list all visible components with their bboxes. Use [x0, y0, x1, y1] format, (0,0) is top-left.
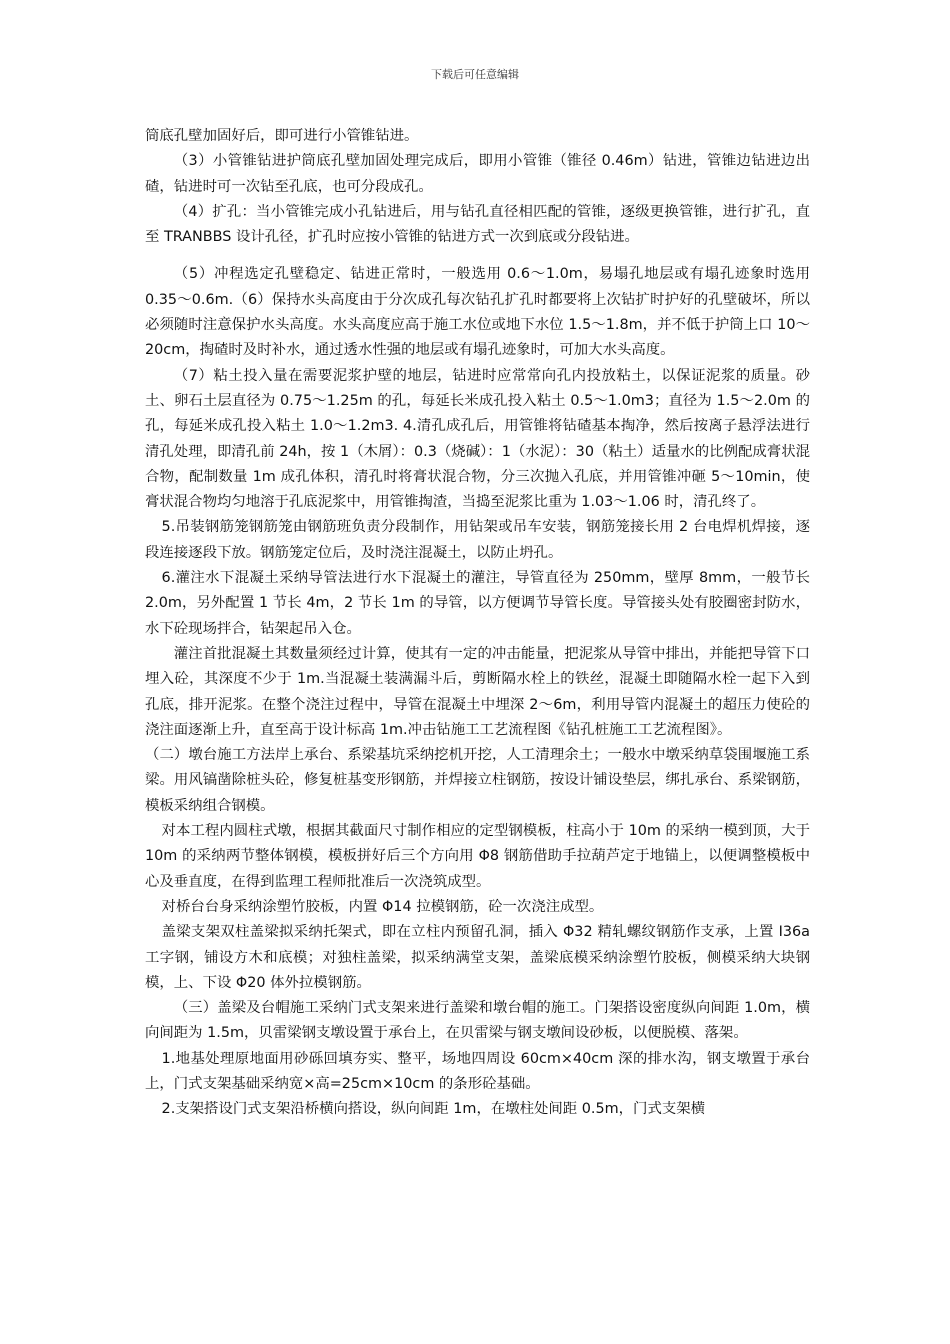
paragraph: （4）扩孔：当小管锥完成小孔钻进后，用与钻孔直径相匹配的管锥，逐级更换管锥，进行扩孔，直至 TRANBBS 设计孔径，扩孔时应按小管锥的钻进方式一次到底或分段钻进。	[145, 203, 810, 246]
document-body	[145, 124, 810, 1123]
paragraph: 筒底孔壁加固好后，即可进行小管锥钻进。	[145, 128, 419, 144]
paragraph: （二）墩台施工方法岸上承台、系梁基坑采纳挖机开挖，人工清理余土；一般水中墩采纳草袋围堰施工系梁。用风镐凿除桩头砼，修复桩基变形钢筋，并焊接立柱钢筋，按设计铺设垫层，绑扎承台、系梁钢筋，模板采纳组合钢模。	[145, 747, 810, 814]
paragraph: 6.灌注水下混凝土采纳导管法进行水下混凝土的灌注，导管直径为 250mm，壁厚 8mm，一般节长 2.0m，另外配置 1 节长 4m，2 节长 1m 的导管，以方便调节导管长度。导管接头处有胶圈密封防水，水下砼现场拌合，钻架起吊入仓。	[145, 570, 810, 637]
paragraph-gap	[145, 250, 810, 262]
paragraph: 灌注首批混凝土其数量须经过计算，使其有一定的冲击能量，把泥浆从导管中排出，并能把导管下口埋入砼，其深度不少于 1m.当混凝土装满漏斗后，剪断隔水栓上的铁丝，混凝土即随隔水栓一起下入到孔底，排开泥浆。在整个浇注过程中，导管在混凝土中埋深 2～6m，利用导管内混凝土的超压力使砼的浇注面逐渐上升，直至高于设计标高 1m.冲击钻施工工艺流程图《钻孔桩施工工艺流程图》。	[145, 645, 810, 738]
paragraph: 对本工程内圆柱式墩，根据其截面尺寸制作相应的定型钢模板，柱高小于 10m 的采纳一模到顶，大于 10m 的采纳两节整体钢模，模板拼好后三个方向用 Φ8 钢筋借助手拉葫芦定于地锚上，以便调整模板中心及垂直度，在得到监理工程师批准后一次浇筑成型。	[145, 823, 810, 890]
paragraph: 2.支架搭设门式支架沿桥横向搭设，纵向间距 1m，在墩柱处间距 0.5m，门式支架横	[161, 1101, 706, 1118]
paragraph: （3）小管锥钻进护筒底孔壁加固处理完成后，即用小管锥（锥径 0.46m）钻进，管锥边钻进边出碴，钻进时可一次钻至孔底，也可分段成孔。	[145, 153, 810, 195]
paragraph: 5.吊装钢筋笼钢筋笼由钢筋班负责分段制作，用钻架或吊车安装，钢筋笼接长用 2 台电焊机焊接，逐段连接逐段下放。钢筋笼定位后，及时浇注混凝土，以防止坍孔。	[145, 519, 810, 561]
paragraph: 1.地基处理原地面用砂砾回填夯实、整平，场地四周设 60cm×40cm 深的排水沟，钢支墩置于承台上，门式支架基础采纳宽×高=25cm×10cm 的条形砼基础。	[145, 1050, 810, 1092]
paragraph: （7）粘土投入量在需要泥浆护壁的地层，钻进时应常常向孔内投放粘土，以保证泥浆的质量。砂土、卵石土层直径为 0.75～1.25m 的孔，每延长米成孔投入粘土 0.5～1.0m3；直径为 1.5～2.0m 的孔，每延米成孔投入粘土 1.0～1.2m3. 4.清孔成孔后，用管锥将钻碴基本掏净，然后按离子悬浮法进行清孔处理，即清孔前 24h，按 1（木屑）：0.3（烧碱）：1（水泥）：30（粘土）适量水的比例配成膏状混合物，配制数量 1m 成孔体积，清孔时将膏状混合物，分三次抛入孔底，并用管锥冲砸 5～10min，使膏状混合物均匀地溶于孔底泥浆中，用管锥掏渣，当捣至泥浆比重为 1.03～1.06 时，清孔终了。	[145, 367, 810, 511]
paragraph: 对桥台台身采纳涂塑竹胶板，内置 Φ14 拉模钢筋，砼一次浇注成型。	[161, 898, 604, 915]
page-header-note: 下载后可任意编辑	[431, 68, 519, 81]
paragraph: （三）盖梁及台帽施工采纳门式支架来进行盖梁和墩台帽的施工。门架搭设密度纵向间距 1.0m，横向间距为 1.5m，贝雷梁钢支墩设置于承台上，在贝雷梁与钢支墩间设砂板，以便脱模、落架。	[145, 1000, 810, 1042]
paragraph: 盖梁支架双柱盖梁拟采纳托架式，即在立柱内预留孔洞，插入 Φ32 精轧螺纹钢筋作支承，上置 I36a 工字钢，铺设方木和底模；对独柱盖梁，拟采纳满堂支架，盖梁底模采纳涂塑竹胶板，侧模采纳大块钢模，上、下设 Φ20 体外拉模钢筋。	[145, 924, 810, 991]
paragraph: （5）冲程选定孔壁稳定、钻进正常时，一般选用 0.6～1.0m，易塌孔地层或有塌孔迹象时选用 0.35～0.6m.（6）保持水头高度由于分次成孔每次钻孔扩孔时都要将上次钻扩时护好的孔壁破坏，所以必须随时注意保护水头高度。水头高度应高于施工水位或地下水位 1.5～1.8m，并不低于护筒上口 10～20cm，掏碴时及时补水，通过透水性强的地层或有塌孔迹象时，可加大水头高度。	[145, 266, 810, 359]
